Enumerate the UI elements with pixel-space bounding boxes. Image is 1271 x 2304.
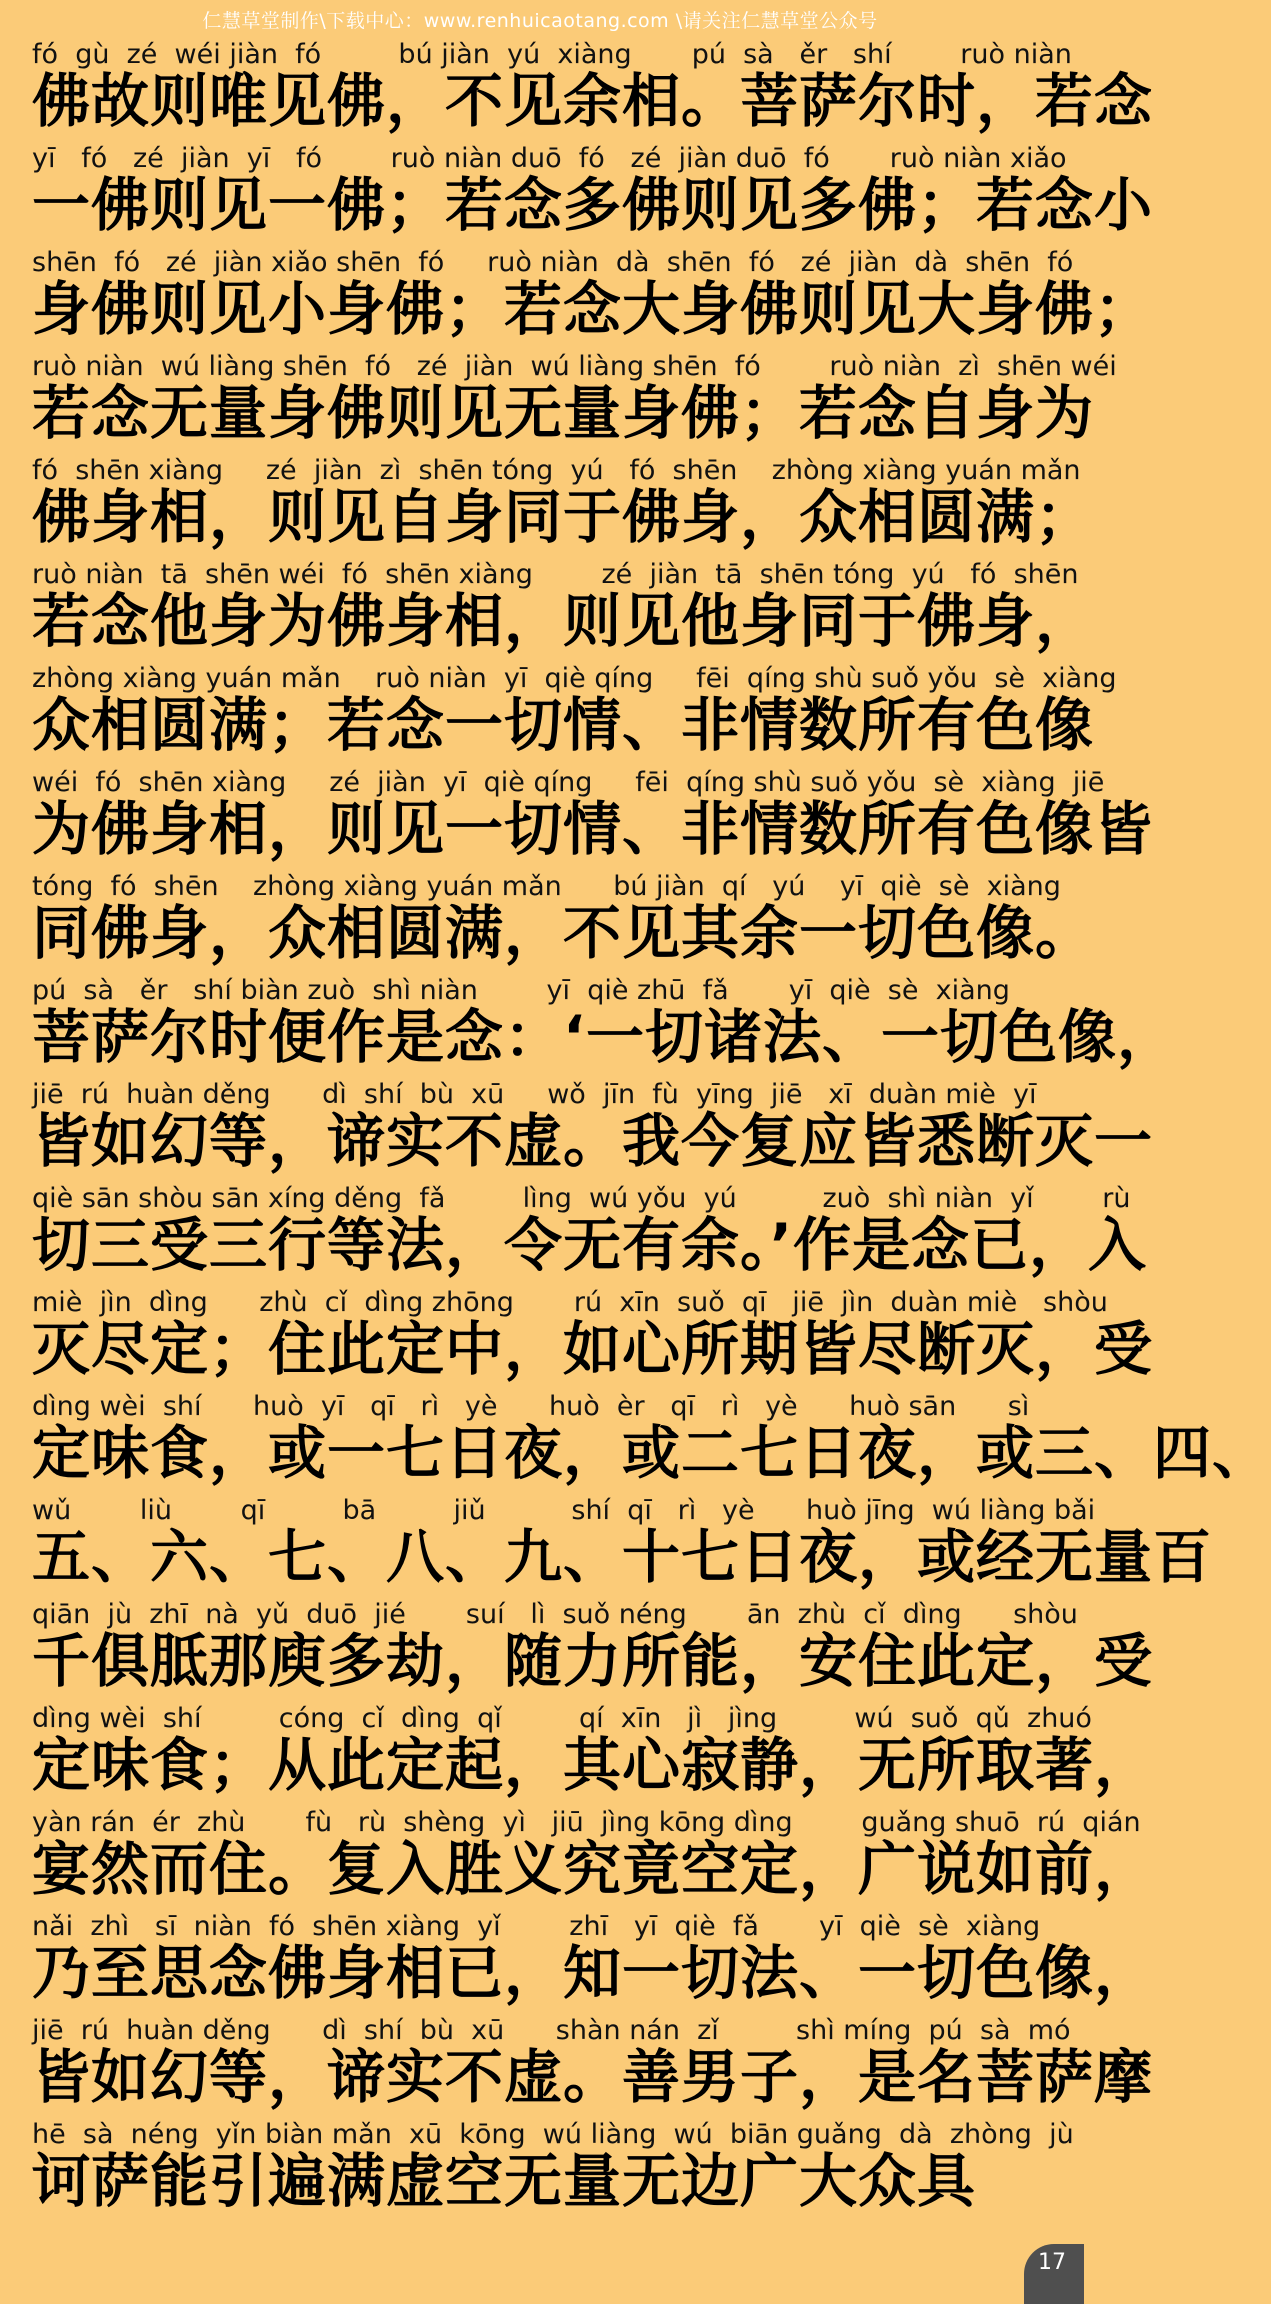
hanzi-line: 定味食，或一七日夜，或二七日夜，或三、四、	[32, 1419, 1271, 1487]
pinyin-line: nǎi zhì sī niàn fó shēn xiàng yǐ zhī yī qiè fǎ yī qiè sè xiàng	[32, 1911, 1041, 1942]
hanzi-line: 乃至思念佛身相已，知一切法、一切色像，	[32, 1939, 1154, 2007]
hanzi-line: 灭尽定；住此定中，如心所期皆尽断灭，受	[32, 1315, 1154, 1383]
pinyin-line: ruò niàn wú liàng shēn fó zé jiàn wú liàng shēn fó ruò niàn zì shēn wéi	[32, 351, 1117, 382]
text-line	[32, 2114, 1074, 2218]
text-line	[32, 1178, 1148, 1282]
hanzi-line: 为佛身相，则见一切情、非情数所有色像皆	[32, 795, 1154, 863]
text-line	[32, 554, 1095, 658]
hanzi-line: 一佛则见一佛；若念多佛则见多佛；若念小	[32, 171, 1154, 239]
hanzi-line: 众相圆满；若念一切情、非情数所有色像	[32, 691, 1095, 759]
text-line	[32, 2010, 1154, 2114]
hanzi-line: 五、六、七、八、九、十七日夜，或经无量百	[32, 1523, 1213, 1591]
pinyin-line: jiē rú huàn děng dì shí bù xū shàn nán zǐ shì míng pú sà mó	[32, 2015, 1071, 2046]
pinyin-line: yàn rán ér zhù fù rù shèng yì jiū jìng kōng dìng guǎng shuō rú qián	[32, 1807, 1141, 1838]
pinyin-line: dìng wèi shí huò yī qī rì yè huò èr qī rì yè huò sān sì	[32, 1391, 1030, 1422]
pinyin-line: wǔ liù qī bā jiǔ shí qī rì yè huò jīng wú liàng bǎi	[32, 1495, 1096, 1526]
text-line	[32, 1386, 1271, 1490]
text-line	[32, 1906, 1154, 2010]
hanzi-line: 身佛则见小身佛；若念大身佛则见大身佛；	[32, 275, 1154, 343]
header-watermark: 仁慧草堂制作\下载中心：www.renhuicaotang.com \请关注仁慧草堂公众号	[202, 10, 878, 32]
sutra-text	[32, 34, 1271, 2218]
hanzi-line: 佛故则唯见佛，不见余相。菩萨尔时，若念	[32, 67, 1154, 135]
text-line	[32, 1594, 1154, 1698]
pinyin-line: jiē rú huàn děng dì shí bù xū wǒ jīn fù yīng jiē xī duàn miè yī	[32, 1079, 1037, 1110]
hanzi-line: 千俱胝那庾多劫，随力所能，安住此定，受	[32, 1627, 1154, 1695]
text-line	[32, 658, 1117, 762]
hanzi-line: 若念无量身佛则见无量身佛；若念自身为	[32, 379, 1095, 447]
pinyin-line: qiān jù zhī nà yǔ duō jié suí lì suǒ néng ān zhù cǐ dìng shòu	[32, 1599, 1078, 1630]
pinyin-line: qiè sān shòu sān xíng děng fǎ lìng wú yǒu yú zuò shì niàn yǐ rù	[32, 1183, 1131, 1214]
pinyin-line: tóng fó shēn zhòng xiàng yuán mǎn bú jiàn qí yú yī qiè sè xiàng	[32, 871, 1061, 902]
text-line	[32, 242, 1154, 346]
text-line	[32, 34, 1154, 138]
hanzi-line: 皆如幻等，谛实不虚。善男子，是名菩萨摩	[32, 2043, 1154, 2111]
hanzi-line: 菩萨尔时便作是念：‘一切诸法、一切色像，	[32, 1003, 1177, 1071]
hanzi-line: 同佛身，众相圆满，不见其余一切色像。	[32, 899, 1095, 967]
pinyin-line: ruò niàn tā shēn wéi fó shēn xiàng zé jiàn tā shēn tóng yú fó shēn	[32, 559, 1079, 590]
text-line	[32, 1490, 1213, 1594]
hanzi-line: 定味食；从此定起，其心寂静，无所取著，	[32, 1731, 1154, 1799]
text-line	[32, 1282, 1154, 1386]
pinyin-line: dìng wèi shí cóng cǐ dìng qǐ qí xīn jì jìng wú suǒ qǔ zhuó	[32, 1703, 1092, 1734]
page-number-badge: 17	[1024, 2244, 1084, 2304]
hanzi-line: 切三受三行等法，令无有余。’作是念已，入	[32, 1211, 1148, 1279]
pinyin-line: yī fó zé jiàn yī fó ruò niàn duō fó zé jiàn duō fó ruò niàn xiǎo	[32, 143, 1067, 174]
text-line	[32, 762, 1154, 866]
pinyin-line: fó shēn xiàng zé jiàn zì shēn tóng yú fó shēn zhòng xiàng yuán mǎn	[32, 455, 1081, 486]
text-line	[32, 866, 1095, 970]
text-line	[32, 1074, 1154, 1178]
hanzi-line: 诃萨能引遍满虚空无量无边广大众具	[32, 2147, 977, 2215]
pinyin-line: wéi fó shēn xiàng zé jiàn yī qiè qíng fēi qíng shù suǒ yǒu sè xiàng jiē	[32, 767, 1105, 798]
text-line	[32, 346, 1117, 450]
text-line	[32, 138, 1154, 242]
pinyin-line: zhòng xiàng yuán mǎn ruò niàn yī qiè qíng fēi qíng shù suǒ yǒu sè xiàng	[32, 663, 1117, 694]
pinyin-line: hē sà néng yǐn biàn mǎn xū kōng wú liàng wú biān guǎng dà zhòng jù	[32, 2119, 1074, 2150]
pinyin-line: miè jìn dìng zhù cǐ dìng zhōng rú xīn suǒ qī jiē jìn duàn miè shòu	[32, 1287, 1108, 1318]
text-line	[32, 1698, 1154, 1802]
pinyin-line: shēn fó zé jiàn xiǎo shēn fó ruò niàn dà shēn fó zé jiàn dà shēn fó	[32, 247, 1074, 278]
text-line	[32, 450, 1095, 554]
text-line	[32, 1802, 1154, 1906]
hanzi-line: 若念他身为佛身相，则见他身同于佛身，	[32, 587, 1095, 655]
hanzi-line: 佛身相，则见自身同于佛身，众相圆满；	[32, 483, 1095, 551]
hanzi-line: 皆如幻等，谛实不虚。我今复应皆悉断灭一	[32, 1107, 1154, 1175]
hanzi-line: 宴然而住。复入胜义究竟空定，广说如前，	[32, 1835, 1154, 1903]
pinyin-line: pú sà ěr shí biàn zuò shì niàn yī qiè zhū fǎ yī qiè sè xiàng	[32, 975, 1010, 1006]
text-line	[32, 970, 1177, 1074]
pinyin-line: fó gù zé wéi jiàn fó bú jiàn yú xiàng pú sà ěr shí ruò niàn	[32, 39, 1072, 70]
